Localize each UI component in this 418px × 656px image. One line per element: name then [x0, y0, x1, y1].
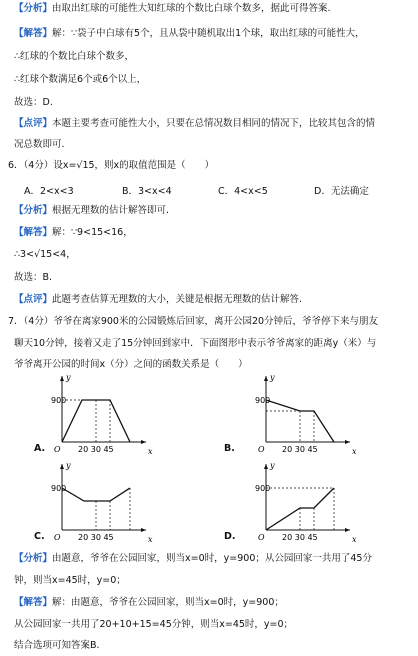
solution-tag: 【解答】 [14, 227, 53, 238]
q7-analysis-line-2: 钟，则当x=45时，y=0； [14, 575, 126, 586]
x-axis-name: x [352, 447, 357, 456]
q5-analysis [14, 3, 331, 15]
comment-tag: 【点评】 [14, 294, 53, 305]
q7-solution-line-1 [14, 597, 284, 609]
origin-label: O [258, 533, 265, 542]
graph-a-label: A. [34, 443, 46, 454]
q6-solution-text-1: 解：∵9<15<16， [52, 227, 133, 238]
q6-analysis-text: 根据无理数的估计解答即可. [52, 205, 170, 216]
q5-comment-line-1 [14, 118, 375, 130]
origin-label: O [54, 445, 61, 454]
graph-d [238, 458, 358, 546]
origin-label: O [54, 533, 61, 542]
q7-stem-line-3: 爷爷离开公园的时间x（分）之间的函数关系是（ ） [14, 359, 248, 370]
q5-solution-text-1: 解：∵袋子中白球有5个，且从袋中随机取出1个球，取出红球的可能性大， [52, 28, 365, 39]
graph-c [34, 458, 154, 546]
q6-stem: 6．（4分）设x=√15，则x的取值范围是（ ） [8, 160, 215, 171]
solution-tag: 【解答】 [14, 597, 53, 608]
y-axis-name: y [66, 461, 71, 470]
q7-solution-text-1: 解：由题意，爷爷在公园回家，则当x=0时，y=900； [52, 597, 284, 608]
q6-analysis [14, 205, 169, 217]
q7-stem-line-1: 7．（4分）爷爷在离家900米的公园锻炼后回家，离开公园20分钟后，爷爷停下来与朋友 [8, 316, 379, 327]
q7-solution-line-3: 结合选项可知答案B. [14, 640, 100, 651]
solution-tag: 【解答】 [14, 28, 53, 39]
q6-answer: 故选：B. [14, 272, 53, 283]
y-tick-900: 900 [51, 484, 67, 493]
y-axis-name: y [270, 461, 275, 470]
x-ticks: 20 30 45 [282, 533, 318, 542]
q7-solution-line-2: 从公园回家一共用了20+10+15=45分钟，则当x=45时，y=0； [14, 619, 294, 630]
q6-option-d: D．无法确定 [314, 186, 369, 197]
x-axis-name: x [352, 535, 357, 544]
comment-tag: 【点评】 [14, 118, 53, 129]
y-axis-name: y [66, 373, 71, 382]
q6-option-c: C．4<x<5 [218, 186, 268, 197]
q6-solution-line-2: ∴3<√15<4， [14, 249, 76, 260]
q6-solution-line-1 [14, 227, 133, 239]
q7-stem-line-2: 聊天10分钟，接着又走了15分钟回到家中．下面图形中表示爷爷离家的距离y（米）与 [14, 338, 377, 349]
analysis-tag: 【分析】 [14, 553, 53, 564]
y-tick-900: 900 [51, 396, 67, 405]
x-axis-name: x [148, 447, 153, 456]
q7-analysis-text-1: 由题意，爷爷在公园回家，则当x=0时，y=900；从公园回家一共用了45分 [52, 553, 372, 564]
q5-comment-text-1: 本题主要考查可能性大小，只要在总情况数目相同的情况下，比较其包含的情 [52, 118, 376, 129]
origin-label: O [258, 445, 265, 454]
y-axis-name: y [270, 373, 275, 382]
analysis-tag: 【分析】 [14, 3, 53, 14]
graph-c-label: C. [34, 531, 45, 542]
q6-comment-text: 此题考查估算无理数的大小，关键是根据无理数的估计解答. [52, 294, 303, 305]
q6-option-a: A．2<x<3 [24, 186, 74, 197]
graph-a [34, 370, 154, 458]
q6-comment [14, 294, 302, 306]
graph-b-label: B. [224, 443, 235, 454]
q5-answer: 故选：D. [14, 97, 53, 108]
q5-solution-line-2: ∴红球的个数比白球个数多， [14, 51, 135, 62]
q6-option-b: B．3<x<4 [122, 186, 172, 197]
y-tick-900: 900 [255, 484, 271, 493]
q5-comment-line-2: 况总数即可. [14, 139, 65, 150]
q5-analysis-text: 由取出红球的可能性大知红球的个数比白球个数多，据此可得答案. [52, 3, 331, 14]
x-ticks: 20 30 45 [282, 445, 318, 454]
q7-analysis-line-1 [14, 553, 372, 565]
graph-b [238, 370, 358, 458]
x-ticks: 20 30 45 [78, 445, 114, 454]
graph-d-label: D. [224, 531, 236, 542]
analysis-tag: 【分析】 [14, 205, 53, 216]
y-tick-900: 900 [255, 396, 271, 405]
x-ticks: 20 30 45 [78, 533, 114, 542]
q5-solution-line-3: ∴红球个数满足6个或6个以上， [14, 74, 147, 85]
q5-solution-line-1 [14, 28, 365, 40]
x-axis-name: x [148, 535, 153, 544]
